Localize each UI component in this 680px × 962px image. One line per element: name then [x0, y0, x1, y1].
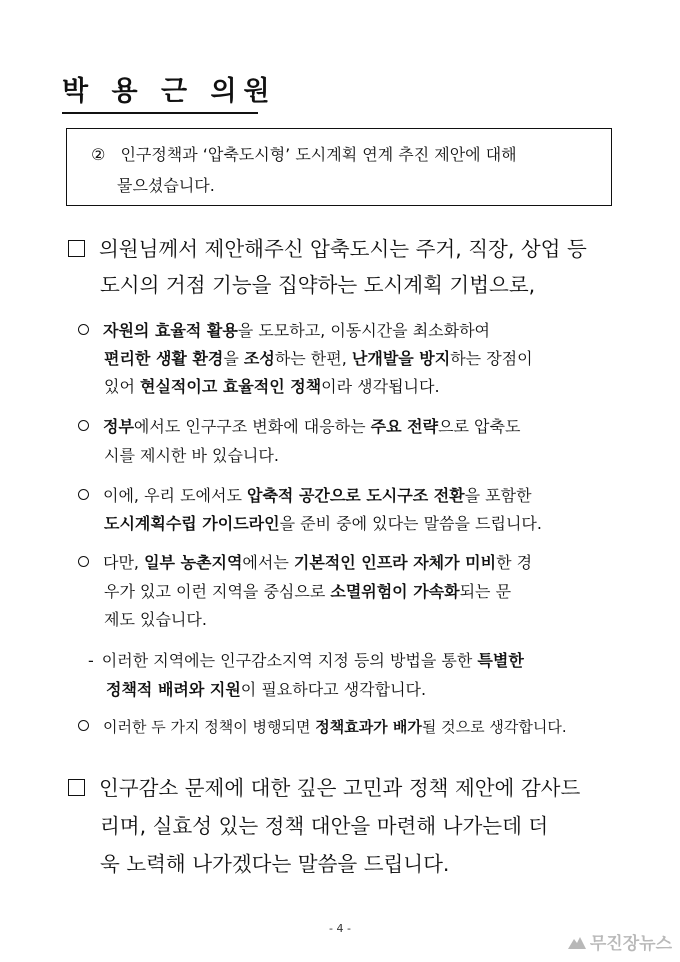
bullet-1-bold-2: 편리한 생활 환경 [104, 349, 224, 368]
bullet-1-bold-4: 난개발을 방지 [351, 349, 451, 368]
paragraph-2-text-1: 인구감소 문제에 대한 깊은 고민과 정책 제안에 감사드 [99, 776, 581, 800]
paragraph-1-text-1: 의원님께서 제안해주신 압축도시는 주거, 직장, 상업 등 [99, 237, 587, 261]
bullet-1-line-1 [78, 318, 490, 341]
watermark-text: 무진장뉴스 [589, 934, 672, 954]
bullet-3-bold-1: 압축적 공간으로 도시구조 전환 [247, 486, 465, 505]
bullet-4-line-3: 제도 있습니다. [104, 610, 207, 629]
bullet-5-line-1 [78, 716, 567, 737]
bullet-4-bold-2: 기본적인 인프라 자체가 미비 [293, 553, 497, 572]
page-title: 박 용 근 의원 [62, 74, 258, 114]
bullet-1-line-3 [104, 374, 440, 397]
bullet-3-text-2: 을 포함한 [464, 486, 532, 505]
bullet-2-bold-2: 주요 전략 [370, 417, 439, 436]
bullet-3-line-1 [78, 483, 532, 506]
paragraph-2-line-2: 리며, 실효성 있는 정책 대안을 마련해 나가는데 더 [100, 814, 549, 838]
bullet-1-text-2: 을 [223, 349, 244, 368]
bullet-1-text-4: 하는 장점이 [450, 349, 533, 368]
bullet-1-text-6: 이라 생각됩니다. [321, 377, 440, 396]
bullet-1-bold-1: 자원의 효율적 활용 [103, 321, 238, 340]
bullet-2-line-2: 시를 제시한 바 있습니다. [104, 446, 279, 465]
bullet-4-line-1 [78, 550, 532, 573]
dash-item-bold-2: 정책적 배려와 지원 [106, 680, 241, 699]
circle-bullet-icon [78, 489, 89, 500]
question-text-2: 물으셨습니다. [117, 176, 215, 195]
dash-item-line-1 [88, 648, 524, 671]
bullet-1-line-2 [104, 346, 533, 369]
bullet-1-text-3: 하는 한편, [274, 349, 352, 368]
bullet-1-bold-5: 현실적이고 효율적인 정책 [140, 377, 322, 396]
bullet-5-bold-1: 정책효과가 배가 [315, 718, 422, 736]
circle-bullet-icon [78, 420, 89, 431]
circle-bullet-icon [78, 720, 89, 731]
paragraph-1-line-1 [68, 232, 587, 262]
bullet-1-text-5: 있어 [104, 377, 140, 396]
question-line-1 [91, 142, 517, 165]
bullet-2-line-1 [78, 414, 520, 437]
bullet-4-text-3: 한 경 [496, 553, 533, 572]
dash-bullet-icon: - [88, 651, 94, 670]
bullet-4-bold-3: 소멸위험이 가속화 [330, 582, 460, 601]
bullet-2-bold-1: 정부 [103, 417, 134, 436]
bullet-3-text-1: 이에, 우리 도에서도 [103, 486, 247, 505]
circle-bullet-icon [78, 324, 89, 335]
bullet-4-bold-1: 일부 농촌지역 [144, 553, 243, 572]
dash-item-text-2: 이 필요하다고 생각합니다. [240, 680, 427, 699]
square-bullet-icon [68, 240, 85, 257]
question-text: 인구정책과 ‘압축도시형’ 도시계획 연계 추진 제안에 대해 [120, 145, 517, 164]
bullet-1-bold-3: 조성 [243, 349, 275, 368]
bullet-4-text-5: 되는 문 [459, 582, 512, 601]
dash-item-text-1: 이러한 지역에는 인구감소지역 지정 등의 방법을 통한 [101, 651, 478, 670]
paragraph-1-line-2: 도시의 거점 기능을 집약하는 도시계획 기법으로, [100, 273, 536, 297]
bullet-5-text-1: 이러한 두 가지 정책이 병행되면 [103, 718, 316, 736]
paragraph-2-line-3: 욱 노력해 나가겠다는 말씀을 드립니다. [100, 852, 450, 876]
bullet-4-text-4: 우가 있고 이런 지역을 중심으로 [104, 582, 331, 601]
bullet-2-text-1: 에서도 인구구조 변화에 대응하는 [133, 417, 371, 436]
question-box [66, 128, 612, 206]
bullet-3-bold-2: 도시계획수립 가이드라인 [104, 514, 280, 533]
dash-item-bold-1: 특별한 [477, 651, 524, 670]
dash-item-line-2 [106, 677, 426, 700]
mountain-logo-icon [568, 935, 586, 949]
bullet-5-text-2: 될 것으로 생각합니다. [421, 718, 567, 736]
square-bullet-icon [68, 779, 85, 796]
bullet-3-text-3: 을 준비 중에 있다는 말씀을 드립니다. [279, 514, 542, 533]
bullet-2-text-2: 으로 압축도 [438, 417, 521, 436]
circle-bullet-icon [78, 556, 89, 567]
bullet-4-text-2: 에서는 [242, 553, 294, 572]
page-number: - 4 - [329, 922, 351, 935]
bullet-4-line-2 [104, 579, 511, 602]
paragraph-2-line-1 [68, 771, 580, 801]
bullet-3-line-2 [104, 511, 542, 534]
question-number: ② [91, 145, 106, 164]
bullet-1-text-1: 을 도모하고, 이동시간을 최소화하여 [237, 321, 490, 340]
watermark [568, 929, 672, 954]
bullet-4-text-1: 다만, [103, 553, 145, 572]
